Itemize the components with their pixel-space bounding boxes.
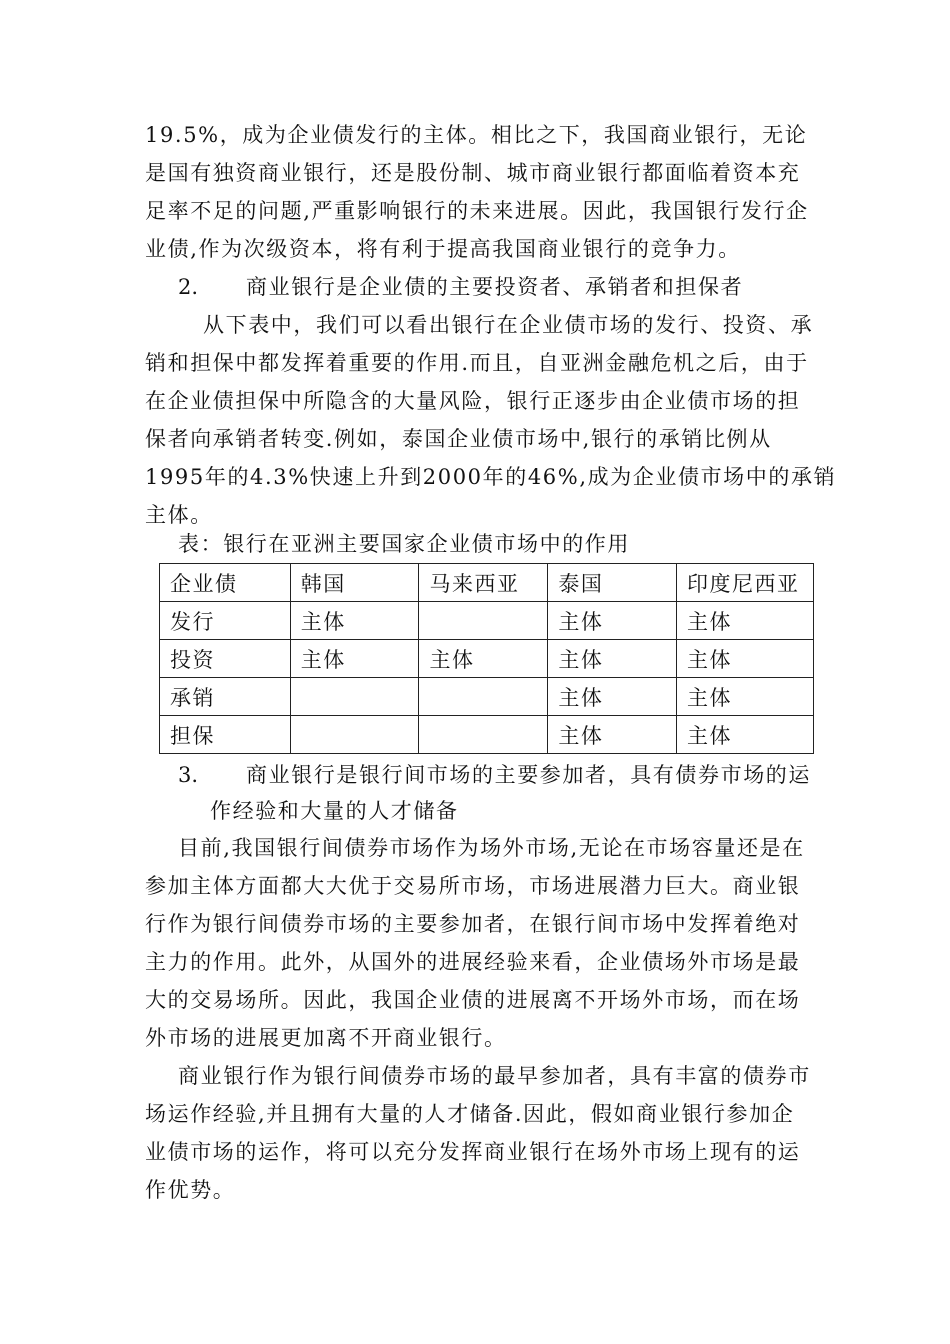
table-row <box>160 678 814 716</box>
paragraph-line: 在企业债担保中所隐含的大量风险，银行正逐步由企业债市场的担 <box>145 389 801 413</box>
table-cell: 主体 <box>290 640 419 678</box>
paragraph-line: 业债,作为次级资本，将有利于提高我国商业银行的竞争力。 <box>145 237 741 261</box>
paragraph-line: 作优势。 <box>145 1178 236 1202</box>
table-cell: 发行 <box>160 602 291 640</box>
table-row <box>160 716 814 754</box>
table-cell: 担保 <box>160 716 291 754</box>
heading-text: 作经验和大量的人才储备 <box>210 799 459 823</box>
paragraph-line: 销和担保中都发挥着重要的作用.而且，自亚洲金融危机之后，由于 <box>145 351 809 375</box>
paragraph-line: 场运作经验,并且拥有大量的人才储备.因此，假如商业银行参加企 <box>145 1102 795 1126</box>
paragraph-line: 大的交易场所。因此，我国企业债的进展离不开场外市场，而在场 <box>145 988 801 1012</box>
paragraph-line: 主力的作用。此外，从国外的进展经验来看，企业债场外市场是最 <box>145 950 801 974</box>
paragraph-line: 目前,我国银行间债券市场作为场外市场,无论在市场容量还是在 <box>178 836 805 860</box>
table-caption: 表：银行在亚洲主要国家企业债市场中的作用 <box>178 532 630 556</box>
table-cell: 主体 <box>290 602 419 640</box>
paragraph-line: 行作为银行间债券市场的主要参加者，在银行间市场中发挥着绝对 <box>145 912 801 936</box>
paragraph-line: 是国有独资商业银行，还是股份制、城市商业银行都面临着资本充 <box>145 161 801 185</box>
table-cell <box>419 602 548 640</box>
role-table <box>159 563 814 754</box>
table-cell: 主体 <box>548 640 677 678</box>
table-header-cell: 马来西亚 <box>419 564 548 602</box>
paragraph-line: 足率不足的问题,严重影响银行的未来进展。因此，我国银行发行企 <box>145 199 809 223</box>
table-header-cell: 韩国 <box>290 564 419 602</box>
paragraph-line: 参加主体方面都大大优于交易所市场，市场进展潜力巨大。商业银 <box>145 874 801 898</box>
paragraph-line: 外市场的进展更加离不开商业银行。 <box>145 1026 507 1050</box>
table-cell: 主体 <box>548 716 677 754</box>
table-row <box>160 602 814 640</box>
table-cell: 主体 <box>677 640 814 678</box>
paragraph-line: 19.5%，成为企业债发行的主体。相比之下，我国商业银行，无论 <box>145 123 808 147</box>
heading-text: 商业银行是银行间市场的主要参加者，具有债券市场的运 <box>246 763 811 787</box>
table-cell <box>419 678 548 716</box>
table-cell: 承销 <box>160 678 291 716</box>
heading-text: 商业银行是企业债的主要投资者、承销者和担保者 <box>246 275 744 299</box>
table-cell: 主体 <box>677 602 814 640</box>
table-cell <box>290 716 419 754</box>
table-cell <box>419 716 548 754</box>
table-cell: 主体 <box>677 716 814 754</box>
table-cell: 主体 <box>548 602 677 640</box>
table-cell: 主体 <box>677 678 814 716</box>
table-header-cell: 企业债 <box>160 564 291 602</box>
paragraph-line: 1995年的4.3%快速上升到2000年的46%,成为企业债市场中的承销 <box>145 465 837 489</box>
paragraph-line: 保者向承销者转变.例如，泰国企业债市场中,银行的承销比例从 <box>145 427 772 451</box>
table-header-cell: 泰国 <box>548 564 677 602</box>
table-row <box>160 640 814 678</box>
paragraph-line: 从下表中，我们可以看出银行在企业债市场的发行、投资、承 <box>203 313 814 337</box>
table-header-cell: 印度尼西亚 <box>677 564 814 602</box>
paragraph-line: 业债市场的运作，将可以充分发挥商业银行在场外市场上现有的运 <box>145 1140 801 1164</box>
table-cell: 主体 <box>419 640 548 678</box>
heading-number: 2. <box>178 275 199 299</box>
table-header-row <box>160 564 814 602</box>
table-cell <box>290 678 419 716</box>
paragraph-line: 主体。 <box>145 503 213 527</box>
table-cell: 主体 <box>548 678 677 716</box>
paragraph-line: 商业银行作为银行间债券市场的最早参加者，具有丰富的债券市 <box>178 1064 811 1088</box>
heading-number: 3. <box>178 763 199 787</box>
table-cell: 投资 <box>160 640 291 678</box>
